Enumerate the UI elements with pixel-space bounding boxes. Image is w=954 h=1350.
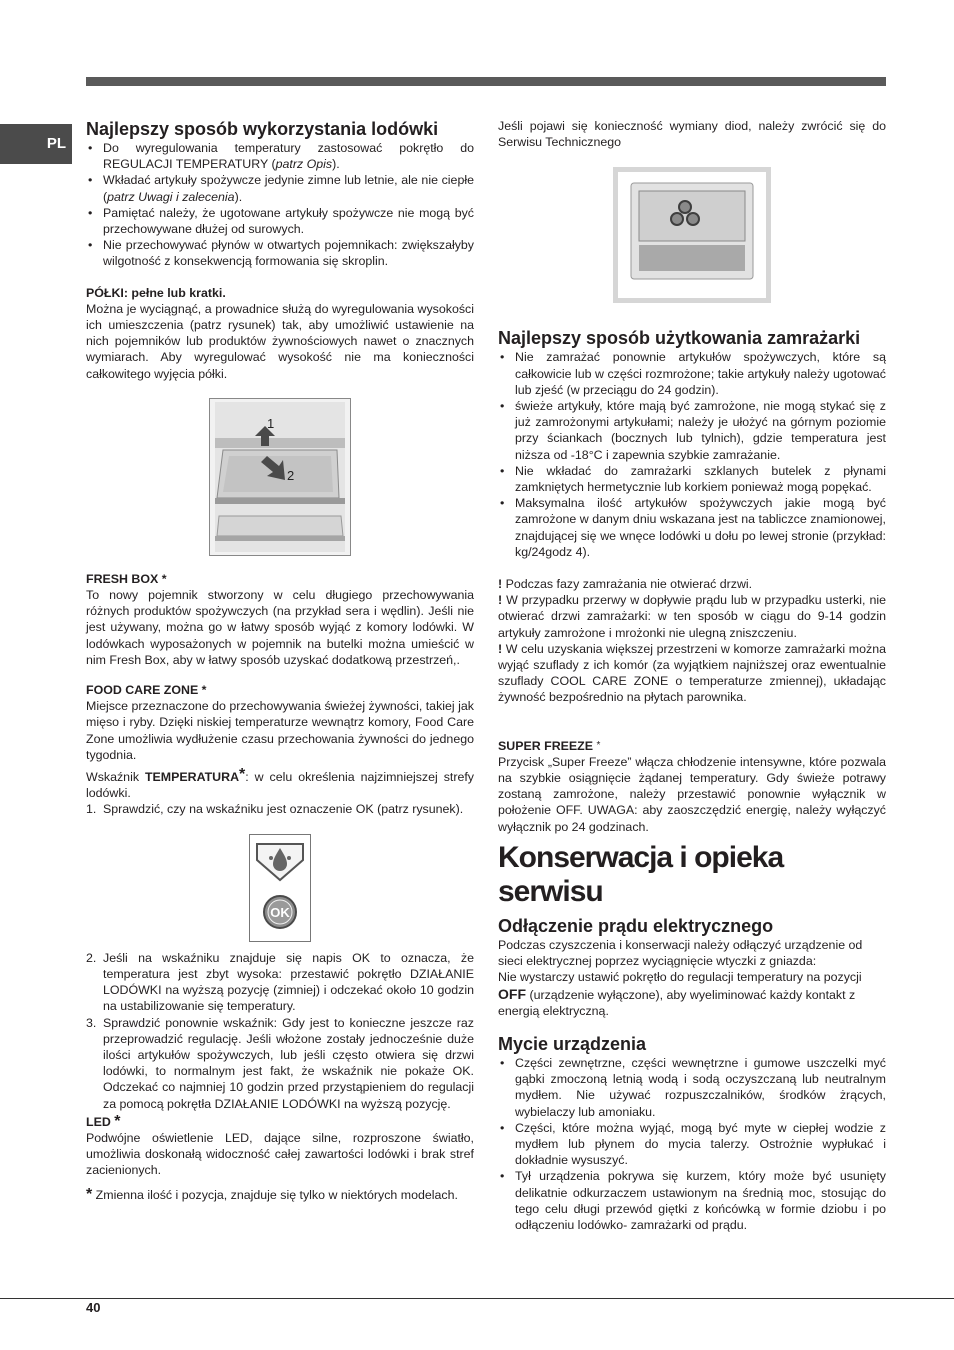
freezer-tips-list	[498, 349, 886, 560]
list-item: • Pamiętać należy, że ugotowane artykuły spożywcze nie mogą być przechowywane dłużej od surowych.	[86, 205, 474, 237]
superfreeze-text: Przycisk „Super Freeze” włącza chłodzenie intensywne, które pozwala na szybkie osiągnięcie żądanej temperatury. Gdy świeże potrawy zostaną zamrożone, należy przestawić ponownie wyłącznik w położenie OFF. UWAGA: aby zaoszczędzić energię, należy wyłączyć wyłącznik po 24 godzinach.	[498, 754, 886, 834]
list-item: • świeże artykuły, które mają być zamrożone, nie mogą stykać się z już zamrożonymi artykułami; należy je ułożyć na górnym poziomie przy ściankach (bocznych lub tylnich), gdzie temperatura jest niższa od -18°C i zapewnia szybkie zamrażanie.	[498, 398, 886, 463]
list-item: • Nie przechowywać płynów w otwartych pojemnikach: zwiększałyby wilgotność z konsekwencją formowania się skroplin.	[86, 237, 474, 269]
steps-list-continued	[86, 950, 474, 1112]
top-rule	[86, 77, 886, 86]
superfreeze-title: SUPER FREEZE *	[498, 738, 601, 753]
warning-item: ! W przypadku przerwy w dopływie prądu lub w przypadku usterki, nie otwierać drzwi zamrażarki: w ten sposób w ciągu do 9-14 godzin artykuły zamrożone i mrożonki nie ulegną zniszczeniu.	[498, 593, 886, 640]
heading-freezer-use: Najlepszy sposób użytkowania zamrażarki	[498, 328, 861, 349]
warnings	[498, 576, 886, 706]
heading-maintenance: Konserwacja i opieka serwisu	[498, 840, 784, 908]
shelf-adjust-figure	[209, 398, 351, 556]
ok-label: OK	[270, 904, 290, 920]
led-lamp-figure	[613, 167, 771, 303]
freshbox-text: To nowy pojemnik stworzony w celu długiego przechowywania różnych produktów spożywczych (na przykład sera i wędlin). Jeśli nie jest używany, można go w łatwy sposób wyjąć z komory lodówki. W lodówkach wyposażonych w pojemnik na butelki można umieścić w nim Fresh Box, aby w łatwy sposób uzyskać dodatkową przestrzeń,.	[86, 588, 474, 667]
heading-disconnect: Odłączenie prądu elektrycznego	[498, 915, 774, 936]
ok-indicator-figure	[249, 834, 311, 942]
freshbox-title: FRESH BOX *	[86, 571, 167, 586]
foodcare-title: FOOD CARE ZONE *	[86, 683, 207, 698]
right-column	[498, 118, 886, 1233]
disconnect-text: Podczas czyszczenia i konserwacji należy odłączyć urządzenie od sieci elektrycznej poprzez wyciągnięcie wtyczki z gniazda: Nie wystarczy ustawić pokrętło do regulacji temperatury na pozycji OFF (urządzenie wyłączone), aby wyeliminować każdy kontakt z energią elektryczną.	[498, 937, 863, 1018]
list-item: • Nie zamrażać ponownie artykułów spożywczych, które są całkowicie lub w części rozmrożone; takie artykuły należy ugotować lub zjeść (w przeciągu do 24 godzin).	[498, 349, 886, 398]
list-item: • Części zewnętrzne, części wewnętrzne i gumowe uszczelki myć gąbki zmoczoną letnią wodą i sodą oczyszczaną lub neutralnym mydłem. Nie używać rozpuszczalników, środków żrących, wybielaczy lub amoniaku.	[498, 1055, 886, 1120]
list-item: 3. Sprawdzić ponownie wskaźnik: Gdy jest to konieczne jeszcze raz przeprowadzić regulację. Jeśli włożone zostały jednocześnie duże ilości artykułów spożywczych, lub jeśli często otwiera się drzwi lodówki, to normalnym jest fakt, że wskaźnik nie pokaże OK. Odczekać co najmniej 10 godzin przed przystąpieniem do regulacji za pomocą pokrętła DZIAŁANIE LODÓWKI na wyższą pozycję.	[86, 1015, 474, 1111]
led-title: LED *	[86, 1112, 121, 1130]
list-item: • Tył urządzenia pokrywa się kurzem, który może być usunięty delikatnie odkurzaczem ustawionym na średnią moc, stosując do tego celu długi przewód giętki z końcówką w formie dziobu i po odłączeniu lodówko- zamrażarki od prądu.	[498, 1168, 886, 1233]
language-tab: PL	[0, 124, 72, 164]
list-item: 2. Jeśli na wskaźniku znajduje się napis OK to oznacza, że temperatura jest zbyt wysoka: przestawić pokrętło DZIAŁANIE LODÓWKI na wyższą pozycję (zimniej) i odczekać około 10 godzin na ustabilizowanie się temperatury.	[86, 950, 474, 1014]
page-number: 40	[86, 1300, 101, 1315]
led-replacement-note: Jeśli pojawi się konieczność wymiany diod, należy zwrócić się do Serwisu Technicznego	[498, 119, 886, 150]
heading-cleaning: Mycie urządzenia	[498, 1033, 647, 1054]
bottom-rule	[0, 1298, 954, 1299]
shelves-title: PÓŁKI: pełne lub kratki.	[86, 285, 226, 300]
temperature-indicator-text: Wskaźnik TEMPERATURA*: w celu określenia najzimniejszej strefy lodówki.	[86, 766, 474, 801]
list-item: • Nie wkładać do zamrażarki szklanych butelek z płynami zamkniętych hermetycznie lub korkiem ponieważ mogą popękać.	[498, 463, 886, 495]
footnote: * Zmienna ilość i pozycja, znajduje się tylko w niektórych modelach.	[86, 1185, 458, 1203]
fridge-tips-list	[86, 140, 474, 270]
led-text: Podwójne oświetlenie LED, dające silne, rozproszone światło, umożliwia doskonałą widoczność całej zawartości lodówki i brak stref zacienionych.	[86, 1130, 474, 1178]
warning-item: ! Podczas fazy zamrażania nie otwierać drzwi.	[498, 577, 753, 592]
cleaning-tips-list	[498, 1055, 886, 1233]
foodcare-text: Miejsce przeznaczone do przechowywania świeżej żywności, takiej jak mięso i ryby. Dzięki niskiej temperaturze wewnątrz komory, Food Care Zone umożliwia wydłużenie czasu przechowania żywności do jednego tygodnia.	[86, 699, 474, 762]
list-item: • Do wyregulowania temperatury zastosować pokrętło do REGULACJI TEMPERATURY (patrz Opis).	[86, 140, 474, 172]
steps-list	[86, 801, 474, 817]
figure-label-2: 2	[287, 467, 295, 483]
left-column	[86, 118, 474, 1203]
figure-label-1: 1	[267, 415, 275, 431]
list-item: • Maksymalna ilość artykułów spożywczych jakie mogą być zamrożone w danym dniu wskazana jest na tabliczce znamionowej, znajdującej się we wnęce lodówki u dołu po lewej stronie (przykład: kg/24godz 4).	[498, 495, 886, 560]
list-item: 1. Sprawdzić, czy na wskaźniku jest oznaczenie OK (patrz rysunek).	[86, 802, 464, 817]
shelves-text: Można je wyciągnąć, a prowadnice służą do wyregulowania wysokości ich umieszczenia (patrz rysunek) tak, aby umożliwić ustawienie na nich pojemników lub produktów żywnościowych nawet o znacznych wymiarach. Aby wyregulować wysokość nie ma konieczności całkowitego wyjęcia półki.	[86, 301, 474, 381]
list-item: • Części, które można wyjąć, mogą być myte w ciepłej wodzie z mydłem lub płynem do mycia talerzy. Ostrożnie wypłukać i dokładnie wysuszyć.	[498, 1120, 886, 1169]
heading-fridge-use: Najlepszy sposób wykorzystania lodówki	[86, 119, 439, 139]
warning-item: ! W celu uzyskania większej przestrzeni w komorze zamrażarki można wyjąć szuflady z ich komór (za wyjątkiem najniższej oraz ewentualnie szuflady COOL CARE ZONE o temperaturze zmiennej), układając żywność bezpośrednio na płytach parownika.	[498, 641, 886, 705]
list-item: • Wkładać artykuły spożywcze jedynie zimne lub letnie, ale nie ciepłe (patrz Uwagi i zalecenia).	[86, 172, 474, 204]
